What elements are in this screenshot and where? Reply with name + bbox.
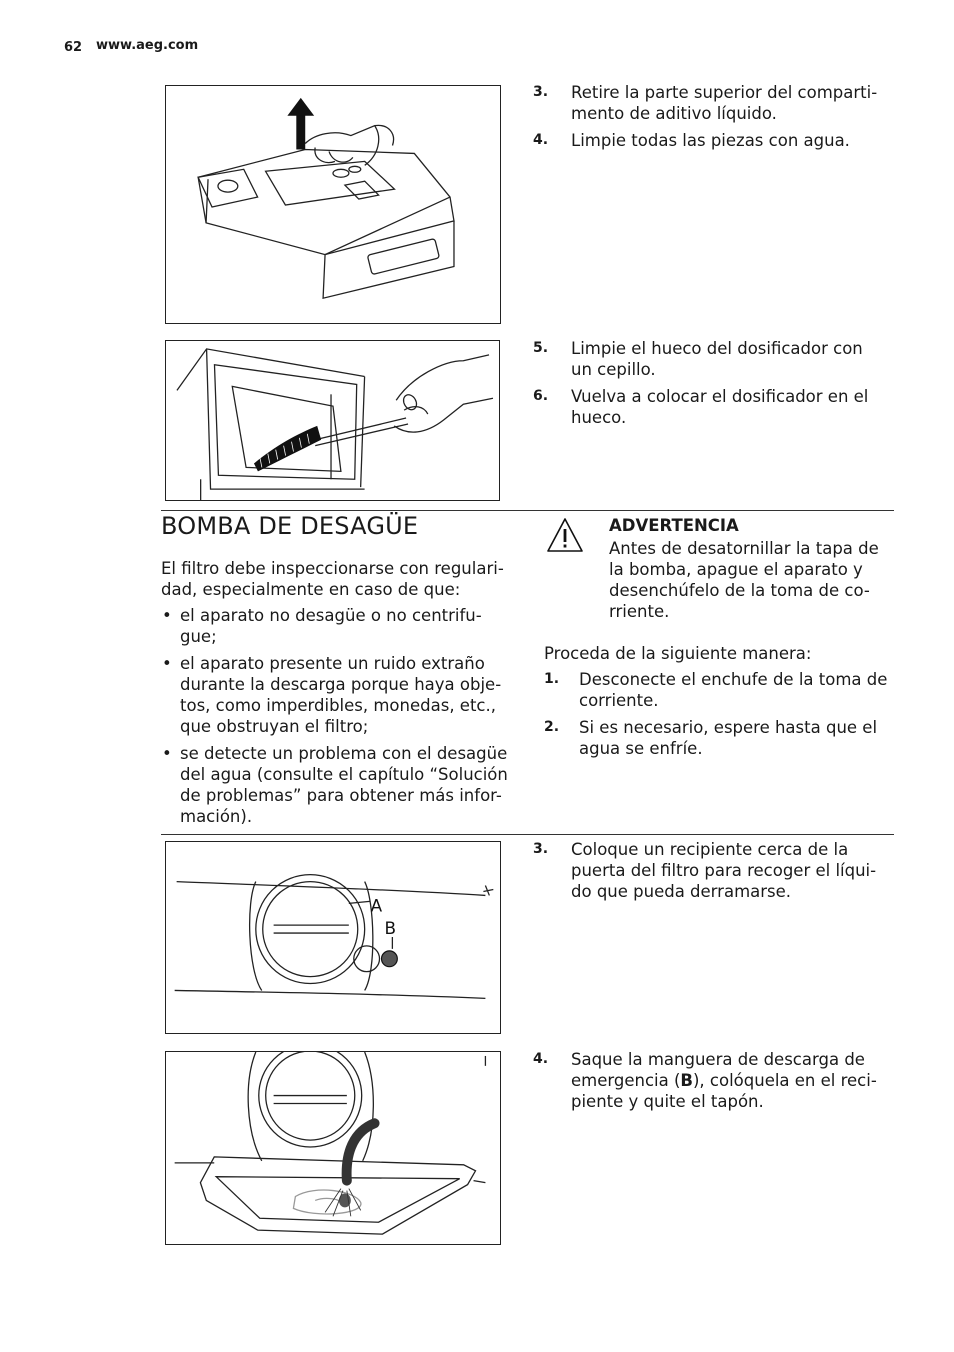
step-number: 2.	[544, 719, 560, 735]
section-divider	[161, 510, 894, 511]
step-text-part: ), colóquela en el reci-piente y quite el tapón.	[571, 1071, 877, 1111]
pump-intro: El filtro debe inspeccionarse con regulari-dad, especialmente en caso de que:	[161, 559, 504, 599]
step-item	[544, 669, 896, 711]
brush-icon	[254, 426, 321, 471]
step-item	[533, 82, 888, 124]
bullet-text: se detecte un problema con el desagüe del agua (consulte el capítulo “Solución de problemas” para obtener más infor-mación).	[180, 744, 508, 826]
step-number: 6.	[533, 388, 549, 404]
section-title: BOMBA DE DESAGÜE	[161, 512, 419, 540]
label-a: A	[370, 895, 383, 916]
step-number: 1.	[544, 671, 560, 687]
step-text: Desconecte el enchufe de la toma de corriente.	[579, 670, 888, 710]
bullet-text: el aparato no desagüe o no centrifu-gue;	[180, 606, 482, 646]
bullet-text: el aparato presente un ruido extraño durante la descarga porque haya obje-tos, como imperdibles, monedas, etc., que obstruyan el filtro;	[180, 654, 502, 736]
drain-hose-icon	[347, 1123, 375, 1180]
warning-text: Antes de desatornillar la tapa de la bomba, apague el aparato y desenchúfelo de la toma de co-rriente.	[609, 539, 879, 621]
steps-group-2	[533, 338, 888, 434]
step-item	[533, 130, 888, 151]
figure-brush-cleaning	[165, 340, 500, 501]
step-text: Limpie el hueco del dosificador con un cepillo.	[571, 339, 863, 379]
steps-group-3	[533, 839, 888, 908]
list-item: • el aparato no desagüe o no centrifu-gue;	[162, 606, 482, 646]
step-text: Vuelva a colocar el dosificador en el hueco.	[571, 387, 869, 427]
step-number: 3.	[533, 841, 549, 857]
warning-triangle-icon	[546, 516, 584, 554]
step-text: Coloque un recipiente cerca de la puerta del filtro para recoger el líqui-do que pueda derramarse.	[571, 840, 877, 901]
list-item: • se detecte un problema con el desagüe del agua (consulte el capítulo “Solución de problemas” para obtener más infor-mación).	[162, 744, 508, 826]
step-text: Si es necesario, espere hasta que el agua se enfríe.	[579, 718, 878, 758]
procede-text: Proceda de la siguiente manera:	[544, 644, 812, 663]
header-url[interactable]: www.aeg.com	[96, 38, 199, 53]
list-item: • el aparato presente un ruido extraño durante la descarga porque haya obje-tos, como imperdibles, monedas, etc., que obstruyan el filtro;	[162, 654, 502, 736]
arrow-up-icon	[287, 98, 314, 150]
figure-drain-hose	[165, 1051, 501, 1245]
step-number: 3.	[533, 84, 549, 100]
pump-bullet-list	[161, 605, 516, 833]
steps-group-1	[533, 82, 888, 157]
step-number: 4.	[533, 1051, 549, 1067]
step-item	[533, 839, 888, 902]
drain-hose-illustration	[166, 1052, 500, 1244]
step-item	[544, 717, 896, 759]
page-number: 62	[64, 40, 83, 55]
figure-dispenser-drawer	[165, 85, 501, 324]
pump-cap-icon	[381, 951, 397, 967]
step-text-part: Saque la manguera de descarga de emergencia (	[571, 1050, 865, 1090]
step-number: 5.	[533, 340, 549, 356]
steps-group-4	[533, 1049, 888, 1118]
steps-group-pump	[544, 669, 896, 765]
filter-door-illustration	[166, 842, 500, 1033]
warning-title: ADVERTENCIA	[609, 516, 739, 535]
step-item	[533, 338, 888, 380]
label-b: B	[384, 918, 397, 939]
step-number: 4.	[533, 132, 549, 148]
dispenser-drawer-illustration	[166, 86, 500, 323]
step-text-bold: B	[680, 1071, 693, 1090]
step-item	[533, 386, 888, 428]
step-text: Retire la parte superior del comparti-mento de aditivo líquido.	[571, 83, 878, 123]
step-text: Limpie todas las piezas con agua.	[571, 131, 850, 150]
section-divider	[161, 834, 894, 835]
figure-filter-door	[165, 841, 501, 1034]
brush-cleaning-illustration	[166, 341, 499, 500]
step-item	[533, 1049, 888, 1112]
